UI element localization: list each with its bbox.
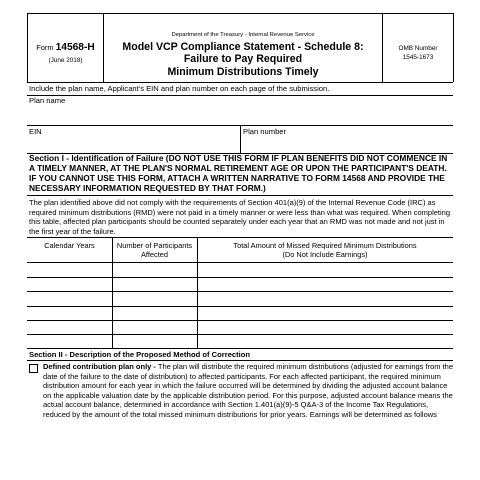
header-top-rule — [27, 13, 453, 14]
col-header-calendar-years: Calendar Years — [44, 241, 95, 250]
department-line: Department of the Treasury - Internal Revenue Service — [171, 32, 315, 38]
section1-heading-rule — [27, 195, 453, 196]
section2-heading: Section II - Description of the Proposed Method of Correction — [29, 350, 251, 359]
table-row — [27, 278, 453, 291]
section1-heading: Section I - Identification of Failure (DO NOT USE THIS FORM IF PLAN BENEFITS DID NOT COMMENCE IN A TIMELY MANNER, AT THE PLAN'S NORMAL RETIREMENT AGE OR UPON THE PARTICIPANT'S DEATH. IF YOU CANNOT USE THIS FORM, ATTACH A WRITTEN NARRATIVE TO FORM 14568 AND PROVIDE THE NECESSARY INFORMATION REQUESTED BY THAT FORM.) — [29, 153, 448, 193]
header-right-rule — [453, 13, 454, 82]
title-line-1: Model VCP Compliance Statement - Schedule 8: — [122, 41, 364, 53]
dc-plan-option-body: The plan will distribute the required minimum distributions (adjusted for earnings from the date of the failure to the date of distribution) to affected participants. For each affected participant, the required minimum distribution amount for each year in which the failure occurred will be determined by dividing the adjusted account balance on the applicable valuation date by the applicable distribution period. For this purpose, adjusted account balance means the actual account balance, determined in accordance with Section 1.401(a)(9)-5 Q&A-3 of the Income Tax Regulations, reduced by the amount of the total missed minimum distributions for prior years. Earnings will be determined as follows — [43, 362, 454, 419]
table-row — [27, 307, 453, 320]
col-header-participants-line-1: Number of Participants — [116, 241, 193, 250]
table-body — [27, 263, 453, 348]
plan-name-label: Plan name — [29, 96, 66, 105]
dc-plan-option-text — [43, 362, 453, 419]
plan-number-field[interactable] — [244, 138, 449, 150]
col-header-participants-line-2: Affected — [141, 250, 168, 260]
col-header-missed-amount — [197, 241, 453, 260]
ein-divider — [240, 125, 241, 153]
ein-label: EIN — [29, 127, 42, 136]
dc-plan-checkbox[interactable] — [29, 364, 38, 373]
plan-name-field[interactable] — [30, 109, 448, 121]
table-row — [27, 321, 453, 334]
table-bottom-rule — [27, 348, 453, 349]
form-number: 14568-H — [55, 42, 95, 53]
form-number-block — [28, 42, 103, 53]
form-date: (June 2018) — [48, 57, 83, 64]
section2-heading-rule — [27, 360, 453, 361]
omb-number: 1545-1673 — [402, 54, 434, 61]
plan-number-label: Plan number — [243, 127, 287, 136]
col-header-amount-line-1: Total Amount of Missed Required Minimum Distributions — [233, 241, 417, 250]
col-header-participants — [112, 241, 197, 260]
table-row — [27, 292, 453, 305]
dc-plan-option-label: Defined contribution plan only - — [43, 362, 156, 371]
header-bottom-rule — [27, 82, 453, 83]
table-row — [27, 263, 453, 277]
form-label: Form — [36, 43, 54, 52]
table-row — [27, 335, 453, 348]
instructions-rule — [27, 95, 453, 96]
title-line-2: Failure to Pay Required — [183, 53, 303, 66]
title-line-3: Minimum Distributions Timely — [167, 65, 319, 78]
instructions-text: Include the plan name, Applicant's EIN and plan number on each page of the submission. — [29, 84, 330, 93]
col-header-amount-line-2: (Do Not Include Earnings) — [282, 250, 368, 260]
section1-body: The plan identified above did not comply with the requirements of Section 401(a)(9) of the Internal Revenue Code (IRC) as required minimum distributions (RMD) were not paid in a timely manner or were less than what was required. When completing this table, affected plan participants should be counted separately under each year that an RMD was not made and not just in the first year of the failure. — [29, 198, 451, 236]
ein-field[interactable] — [30, 138, 235, 150]
table-top-rule — [27, 237, 453, 238]
form-title — [104, 41, 382, 78]
omb-label: OMB Number — [398, 45, 438, 52]
